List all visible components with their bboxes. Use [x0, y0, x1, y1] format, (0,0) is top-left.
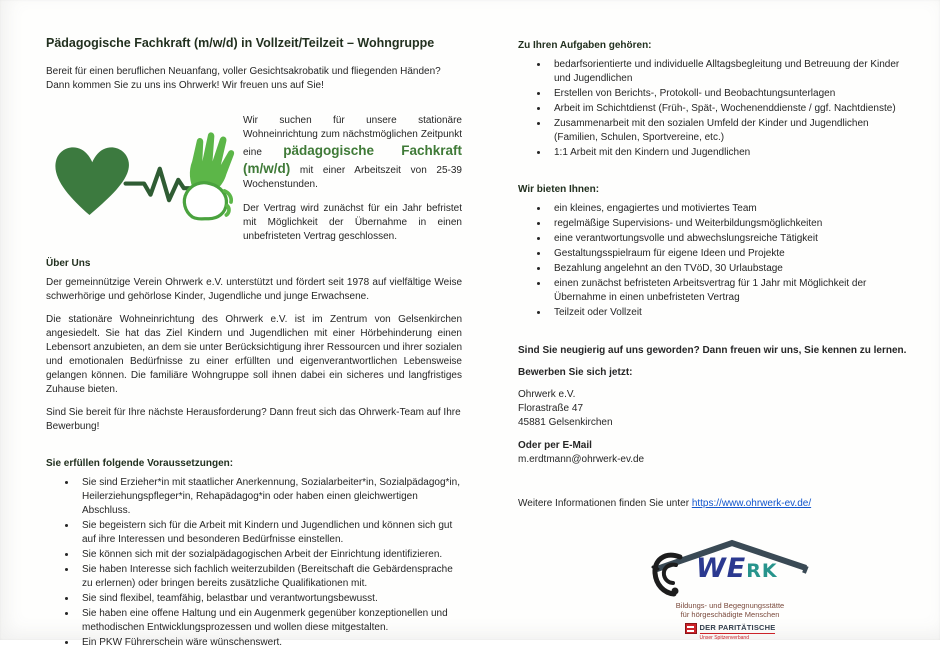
werk-subtitle-line-2: für hörgeschädigte Menschen — [680, 610, 780, 619]
requirements-list — [46, 476, 462, 650]
werk-subtitle-line-1: Bildungs- und Begegnungsstätte — [675, 601, 785, 610]
vacancy-paragraph — [243, 114, 462, 192]
task-item: • Erstellen von Berichts-, Protokoll- und Beobachtungsunterlagen — [549, 87, 910, 101]
email-block — [518, 439, 910, 467]
vacancy-highlight: pädagogische Fachkraft (m/w/d) — [243, 143, 463, 176]
requirement-item: • Sie sind Erzieher*in mit staatlicher Anerkennung, Sozialarbeiter*in, Sozialpädagog*in, Heilerziehungspfleger*in, Rehapädagog*in oder haben einen gleichwertigen Abschluss. — [77, 476, 462, 518]
org-street: Florastraße 47 — [518, 403, 584, 414]
offer-item: • ein kleines, engagiertes und motiviertes Team — [549, 202, 910, 216]
task-item: • Zusammenarbeit mit den sozialen Umfeld der Kinder und Jugendlichen (Familien, Schulen, Sportvereine, etc.) — [549, 117, 910, 145]
vacancy-text — [243, 114, 462, 244]
email-address: m.erdtmann@ohrwerk-ev.de — [518, 454, 645, 465]
apply-now-line: Bewerben Sie sich jetzt: — [518, 367, 633, 378]
heart-ekg-hand-icon — [46, 126, 231, 230]
requirement-item: • Sie haben eine offene Haltung und ein Augenmerk gegenüber konzeptionellen und methodischen Entwicklungsprozessen und wollen diese mitgestalten. — [77, 607, 462, 635]
website-link[interactable]: https://www.ohrwerk-ev.de/ — [691, 498, 812, 509]
vacancy-before: Wir suchen für unsere stationäre Wohneinrichtung zum nächstmöglichen Zeitpunkt eine — [243, 115, 462, 158]
intro-line-1: Bereit für einen beruflichen Neuanfang, voller Gesichtsakrobatik und fliegenden Händen? — [46, 66, 441, 77]
about-heading: Über Uns — [46, 258, 91, 269]
about-paragraph-3: Sind Sie bereit für Ihre nächste Herausforderung? Dann freut sich das Ohrwerk-Team auf Ihre Bewerbung! — [46, 407, 461, 432]
requirement-item: • Sie sind flexibel, teamfähig, belastbar und verantwortungsbewusst. — [77, 592, 462, 606]
requirements-heading: Sie erfüllen folgende Voraussetzungen: — [46, 458, 234, 469]
intro-text — [46, 65, 462, 93]
task-item: • 1:1 Arbeit mit den Kindern und Jugendlichen — [549, 146, 910, 160]
werk-rk-text: RK — [746, 560, 778, 582]
left-column — [46, 36, 462, 651]
task-item: • Arbeit im Schichtdienst (Früh-, Spät-, Wochenenddienste / ggf. Nachtdienste) — [549, 102, 910, 116]
vacancy-after: mit einer Arbeitszeit von 25-39 Wochenstunden. — [243, 165, 462, 190]
requirement-item: • Sie haben Interesse sich fachlich weiterzubilden (Bereitschaft die Gebärdensprache zu erlernen) oder bringen bereits zusätzliche Qualifikationen mit. — [77, 563, 462, 591]
werk-logo — [650, 537, 810, 641]
werk-subtitle — [650, 601, 810, 619]
requirement-item: • Ein PKW Führerschein wäre wünschenswert. — [77, 636, 462, 650]
werk-we-text: WE — [696, 553, 747, 584]
org-city: 45881 Gelsenkirchen — [518, 417, 613, 428]
werk-wordmark-row — [650, 547, 810, 599]
requirement-item: • Sie begeistern sich für die Arbeit mit Kindern und Jugendlichen und können sich gut auf ihre Interessen und besonderen Bedürfnisse einstellen. — [77, 519, 462, 547]
task-item: • bedarfsorientierte und individuelle Alltagsbegleitung und Betreuung der Kinder und Jugendlichen — [549, 58, 910, 86]
curious-line: Sind Sie neugierig auf uns geworden? Dann freuen wir uns, Sie kennen zu lernen. — [518, 345, 907, 356]
about-paragraph-2: Die stationäre Wohneinrichtung des Ohrwerk e.V. ist im Zentrum von Gelsenkirchen angesiedelt. Sie hat das Ziel Kindern und Jugendlichen mit einer Hörbehinderung einen Lebensort anzubieten, an dem sie unter Berücksichtigung ihrer Ressourcen und ihrer sozialen und emotionalen Bedürfnisse zu einer erfüllten und eigenverantwortlichen Lebensweise gelangen können. Die familiäre Wohngruppe soll ihnen dabei ein sicheres und langfristiges Zuhause bieten. — [46, 314, 462, 395]
offer-item: • Gestaltungsspielraum für eigene Ideen und Projekte — [549, 247, 910, 261]
contract-paragraph: Der Vertrag wird zunächst für ein Jahr befristet mit Möglichkeit der Übernahme in einen unbefristeten Vertrag geschlossen. — [243, 203, 462, 242]
offer-item: • regelmäßige Supervisions- und Weiterbildungsmöglichkeiten — [549, 217, 910, 231]
ohrwerk-logo — [46, 114, 231, 235]
requirement-item: • Sie können sich mit der sozialpädagogischen Arbeit der Einrichtung identifizieren. — [77, 548, 462, 562]
werk-wordmark — [696, 547, 778, 584]
about-paragraph-1: Der gemeinnützige Verein Ohrwerk e.V. unterstützt und fördert seit 1978 auf vielfältige Weise schwerhörige und gehörlose Kinder, Jugendliche und junge Erwachsene. — [46, 277, 462, 302]
paritaetische-text — [700, 623, 776, 641]
paritaetische-logo — [650, 623, 810, 641]
offer-item: • Bezahlung angelehnt an den TVöD, 30 Urlaubstage — [549, 262, 910, 276]
offer-item: • eine verantwortungsvolle und abwechslungsreiche Tätigkeit — [549, 232, 910, 246]
offer-list — [518, 202, 910, 320]
intro-line-2: Dann kommen Sie zu uns ins Ohrwerk! Wir freuen uns auf Sie! — [46, 80, 324, 91]
offer-item: • einen zunächst befristeten Arbeitsvertrag für 1 Jahr mit Möglichkeit der Übernahme in einen unbefristeten Vertrag — [549, 277, 910, 305]
offer-heading: Wir bieten Ihnen: — [518, 184, 600, 195]
equals-icon — [685, 623, 697, 634]
vacancy-section — [46, 114, 462, 244]
right-column — [518, 40, 910, 641]
page-title: Pädagogische Fachkraft (m/w/d) in Vollzeit/Teilzeit – Wohngruppe — [46, 36, 435, 50]
email-label: Oder per E-Mail — [518, 440, 592, 451]
tasks-heading: Zu Ihren Aufgaben gehören: — [518, 40, 652, 51]
more-info-text: Weitere Informationen finden Sie unter — [518, 498, 692, 509]
org-name: Ohrwerk e.V. — [518, 389, 576, 400]
more-info-line — [518, 497, 910, 511]
ear-icon — [650, 547, 696, 599]
paritaetische-name: DER PARITÄTISCHE — [699, 623, 776, 632]
paritaetische-subtitle: Unser Spitzenverband — [700, 633, 776, 641]
tasks-list — [518, 58, 910, 160]
address-block — [518, 388, 910, 430]
offer-item: • Teilzeit oder Vollzeit — [549, 306, 910, 320]
